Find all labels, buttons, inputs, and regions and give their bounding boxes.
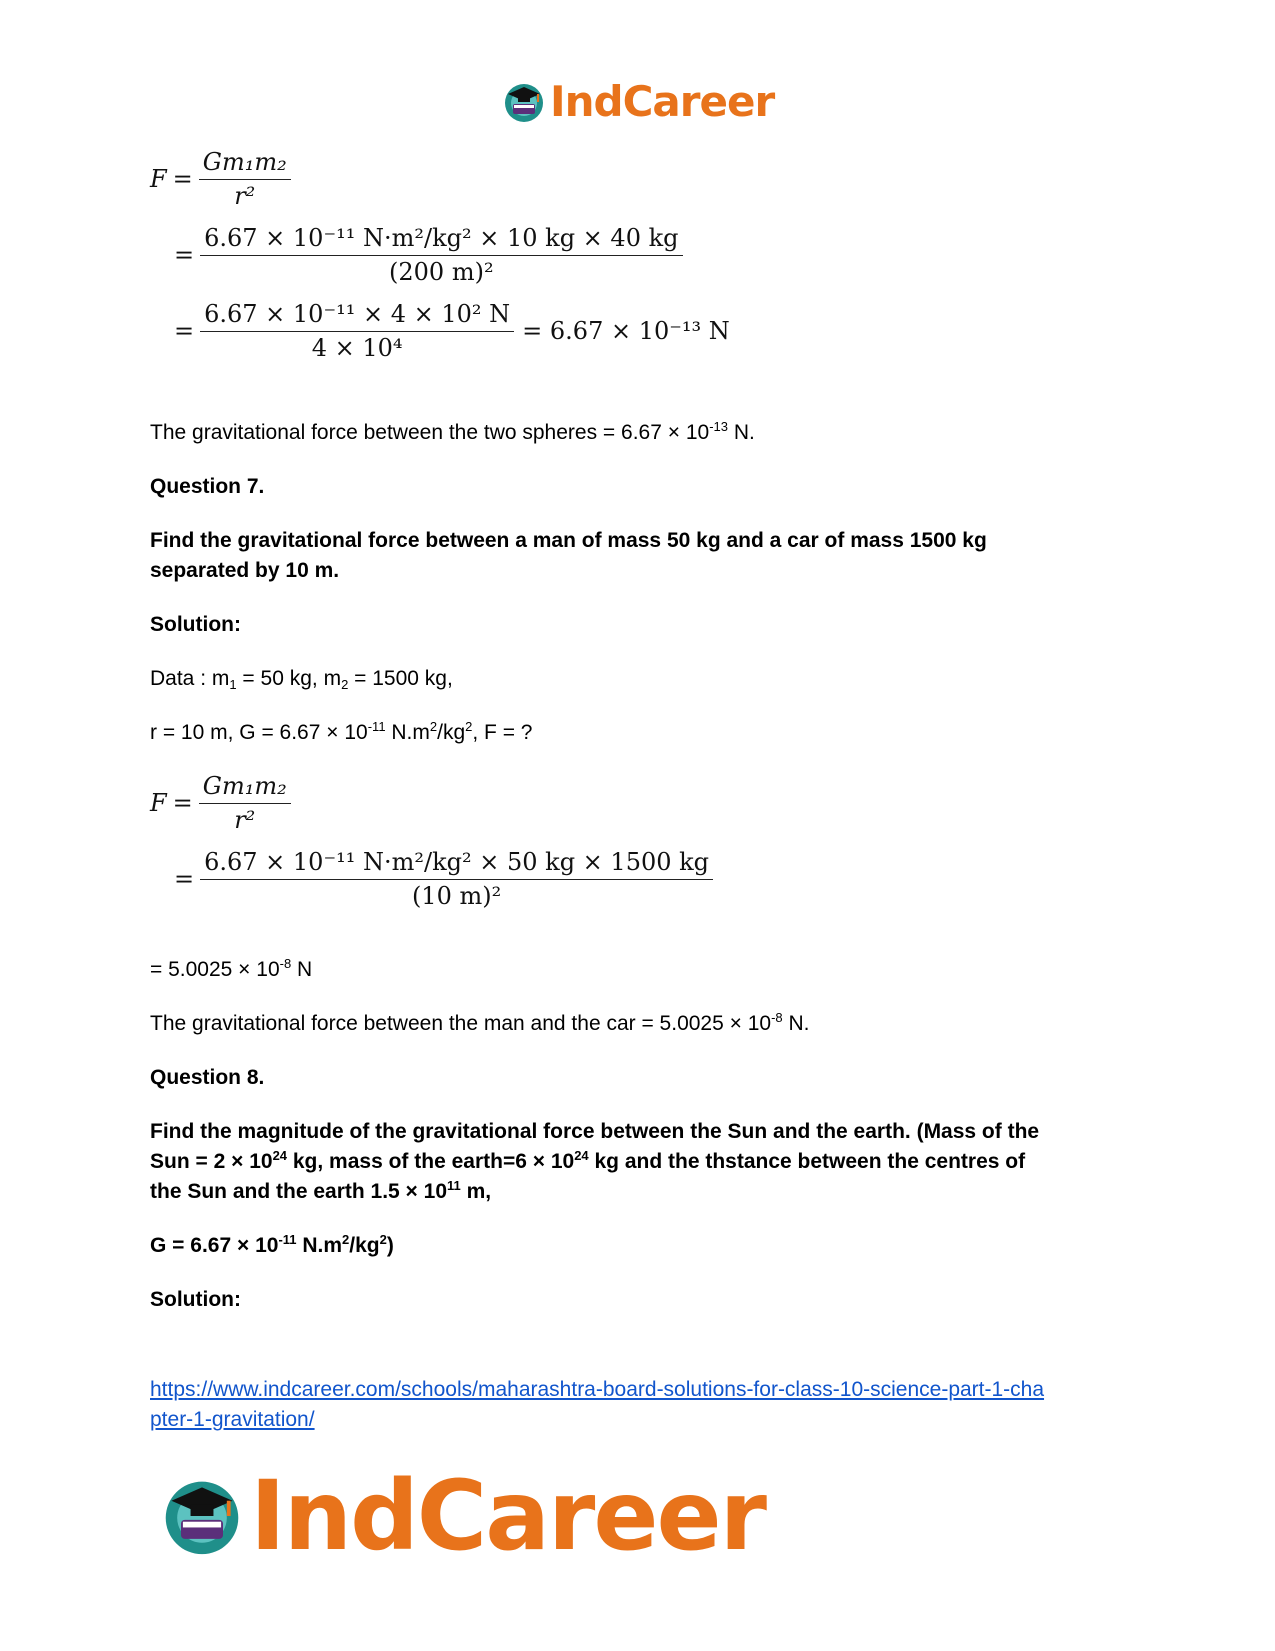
logo-wordmark: IndCareer	[550, 77, 775, 126]
result-q7: The gravitational force between the man and the car = $5.0025 \times 10^{-8}$ N.	[150, 1010, 810, 1035]
graduation-cap-book-icon	[160, 1474, 244, 1558]
eq1-step1-den: (200 m)²	[389, 258, 494, 286]
eq1-step1-num: 6.67 × 10⁻¹¹ N·m²/kg² × 10 kg × 40 kg	[200, 224, 682, 256]
eq2-result-line: = $5.0025 \times 10^{-8}$ N	[150, 956, 313, 981]
question-7-given-line: r = 10 m, $G = 6.67 \times 10^{-11}$ $N.m^2/kg^2$, F = ?	[150, 719, 533, 744]
eq1-step1-row: = $\frac{\text{6.67 × 10⁻¹¹ N·m²/kg² × 10 kg × 40 kg}}{\text{(200 m)²}}$	[174, 224, 730, 286]
eq1-step2-result: = 6.67 × 10⁻¹³ N	[522, 317, 730, 345]
question-7-heading: Question 7.	[150, 475, 265, 498]
footer-url-line1[interactable]: https://www.indcareer.com/schools/maharashtra-board-solutions-for-class-10-science-part-1-cha	[150, 1378, 1045, 1401]
eq1-formula-den: r²	[234, 182, 256, 210]
indcareer-logo-bottom	[160, 1460, 765, 1572]
eq1-formula-row: F = $\frac{\text{Gm₁m₂}}{\text{r²}}$	[150, 148, 730, 210]
eq1-step1	[200, 224, 682, 286]
question-8-text-line3: the Sun and the earth $1.5 \times 10^{11}$ m,	[150, 1178, 492, 1203]
eq2-step1-den: (10 m)²	[411, 882, 502, 910]
eq2-step1-num: 6.67 × 10⁻¹¹ N·m²/kg² × 50 kg × 1500 kg	[200, 848, 713, 880]
result-q6: The gravitational force between the two spheres = $6.67 \times 10^{-13}$ N.	[150, 419, 755, 444]
question-7-solution-label: Solution:	[150, 613, 241, 636]
question-8-heading: Question 8.	[150, 1066, 265, 1089]
eq1-formula-num: Gm₁m₂	[199, 148, 291, 180]
graduation-cap-book-icon	[502, 80, 546, 124]
question-8-g-line: $G = 6.67 \times 10^{-11}$ $N.m^2/kg^2$)	[150, 1232, 394, 1257]
eq1-step2	[200, 300, 514, 362]
logo-wordmark: IndCareer	[250, 1460, 765, 1572]
question-7-text-line2: separated by 10 m.	[150, 559, 340, 582]
eq2-formula	[199, 772, 291, 834]
question-7-data-line: Data : $m_1 = 50$ kg, $m_2 = 1500$ kg,	[150, 667, 453, 692]
eq2-step1	[200, 848, 713, 910]
eq2-formula-row: F = $\frac{\text{Gm₁m₂}}{\text{r²}}$	[150, 772, 713, 834]
equation-block-2	[150, 772, 713, 910]
eq2-formula-num: Gm₁m₂	[199, 772, 291, 804]
eq1-step2-den: 4 × 10⁴	[311, 334, 403, 362]
equation-block-1	[150, 148, 730, 362]
eq2-formula-den: r²	[234, 806, 256, 834]
eq1-lhs: F	[150, 165, 167, 193]
eq1-step2-num: 6.67 × 10⁻¹¹ × 4 × 10² N	[200, 300, 514, 332]
eq1-step2-row: = $\frac{\text{6.67 × 10⁻¹¹ × 4 × 10² N}}{\text{4 × 10⁴}}$ = 6.67 × 10⁻¹³ N	[174, 300, 730, 362]
indcareer-logo-top	[502, 77, 775, 126]
question-7-text-line1: Find the gravitational force between a man of mass 50 kg and a car of mass 1500 kg	[150, 529, 987, 552]
footer-url-line2[interactable]: pter-1-gravitation/	[150, 1408, 315, 1431]
question-8-solution-label: Solution:	[150, 1288, 241, 1311]
question-8-text-line2: Sun = $2 \times 10^{24}$ kg, mass of the earth=6 × $10^{24}$ kg and the thstance between the centres of	[150, 1148, 1026, 1173]
eq2-step1-row: = $\frac{\text{6.67 × 10⁻¹¹ N·m²/kg² × 50 kg × 1500 kg}}{\text{(10 m)²}}$	[174, 848, 713, 910]
question-8-text-line1: Find the magnitude of the gravitational force between the Sun and the earth. (Mass of the	[150, 1120, 1040, 1143]
eq1-formula	[199, 148, 291, 210]
eq2-lhs: F	[150, 789, 167, 817]
